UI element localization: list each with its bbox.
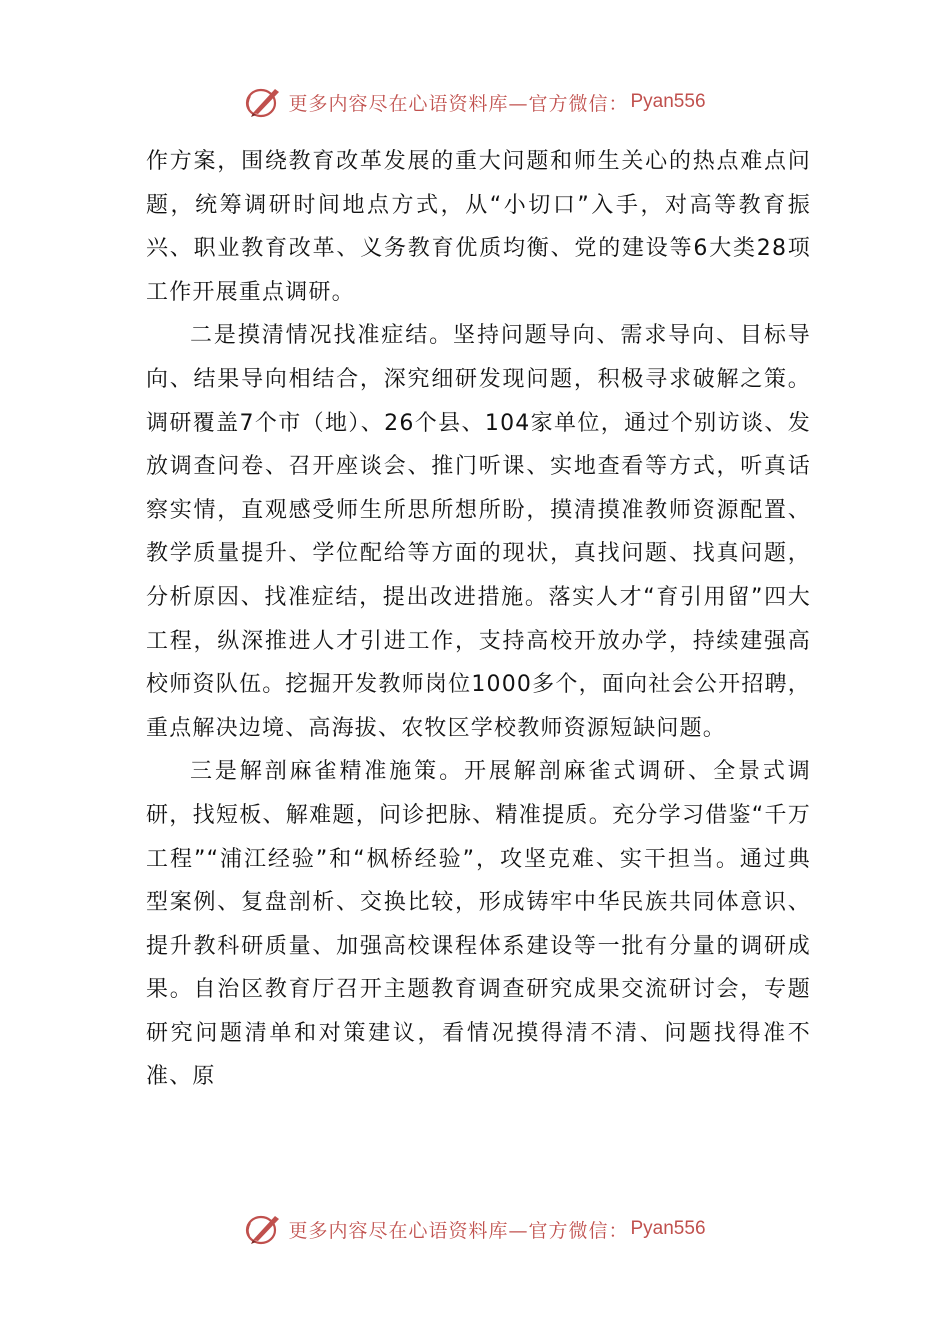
pen-in-circle-icon: [244, 83, 284, 121]
footer-wechat-id: Pyan556: [630, 1218, 706, 1239]
header-banner-text: 更多内容尽在心语资料库—官方微信：: [288, 92, 629, 115]
document-body: [146, 140, 811, 1099]
paragraph-3: 三是解剖麻雀精准施策。开展解剖麻雀式调研、全景式调研，找短板、解难题，问诊把脉、精准提质。充分学习借鉴“千万工程”“浦江经验”和“枫桥经验”，攻坚克难、实干担当。通过典型案例、复盘剖析、交换比较，形成铸牢中华民族共同体意识、提升教科研质量、加强高校课程体系建设等一批有分量的调研成果。自治区教育厅召开主题教育调查研究成果交流研讨会，专题研究问题清单和对策建议，看情况摸得清不清、问题找得准不准、原: [146, 759, 811, 1090]
paragraph-1: 作方案，围绕教育改革发展的重大问题和师生关心的热点难点问题，统筹调研时间地点方式，从“小切口”入手，对高等教育振兴、职业教育改革、义务教育优质均衡、党的建设等6大类28项工作开展重点调研。: [146, 149, 811, 305]
footer-banner: [0, 1209, 950, 1249]
pen-in-circle-icon: [244, 1210, 284, 1248]
footer-banner-text: 更多内容尽在心语资料库—官方微信：: [288, 1219, 629, 1242]
header-banner: [0, 82, 950, 122]
paragraph-2: 二是摸清情况找准症结。坚持问题导向、需求导向、目标导向、结果导向相结合，深究细研发现问题，积极寻求破解之策。调研覆盖7个市（地）、26个县、104家单位，通过个别访谈、发放调查问卷、召开座谈会、推门听课、实地查看等方式，听真话察实情，直观感受师生所思所想所盼，摸清摸准教师资源配置、教学质量提升、学位配给等方面的现状，真找问题、找真问题，分析原因、找准症结，提出改进措施。落实人才“育引用留”四大工程，纵深推进人才引进工作，支持高校开放办学，持续建强高校师资队伍。挖掘开发教师岗位1000多个，面向社会公开招聘，重点解决边境、高海拔、农牧区学校教师资源短缺问题。: [146, 323, 811, 741]
header-wechat-id: Pyan556: [630, 91, 706, 112]
